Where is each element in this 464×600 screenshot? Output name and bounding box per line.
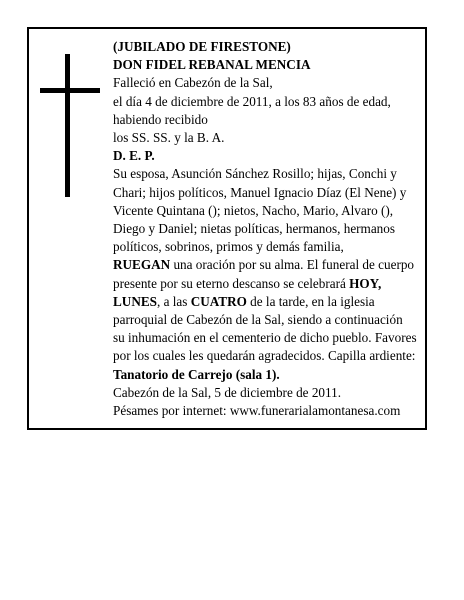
tanatorio-bold: Tanatorio de Carrejo (sala 1). [113,366,280,382]
deceased-name: DON FIDEL REBANAL MENCIA [113,57,311,73]
ruegan-text: una oración por su alma. El funeral de cuerpo presente por su eterno descanso se celebrará [113,257,415,291]
died-line-2: el día 4 de diciembre de 2011, a los 83 años de edad, habiendo recibido [113,93,391,127]
family-paragraph: Su esposa, Asunción Sánchez Rosillo; hijas, Conchi y Chari; hijos políticos, Manuel Ignacio Díaz (El Nene) y Vicente Quintana (); nietos, Nacho, Mario, Alvaro (), Diego y Daniel; nietas políticas, hermanos, hermanos políticos, sobrinos, primos y demás familia, [113,166,407,255]
place-date-line: Cabezón de la Sal, 5 de diciembre de 2011. [113,384,342,400]
latin-cross-icon [40,54,100,197]
ruegan-bold: RUEGAN [113,257,171,273]
cuatro-bold: CUATRO [190,293,247,309]
dep-line: D. E. P. [113,148,155,164]
sacraments-line: los SS. SS. y la B. A. [113,130,225,146]
cross-vertical-bar [65,54,70,197]
funeral-paragraph [113,256,417,383]
cross-horizontal-bar [40,88,100,93]
pesames-line: Pésames por internet: www.funerarialamontanesa.com [113,403,401,419]
died-line-1: Falleció en Cabezón de la Sal, [113,75,273,91]
funeral-text: de la tarde, en la iglesia parroquial de Cabezón de la Sal, siendo a continuación su inhumación en el cementerio de dicho pueblo. Favores por los cuales les quedarán agradecidos. Capilla ardiente: [113,293,417,364]
a-las-text: , a las [156,293,191,309]
obituary-text [113,38,417,420]
title-line: (JUBILADO DE FIRESTONE) [113,39,291,54]
hoy-lunes-bold: HOY, LUNES [113,275,382,309]
